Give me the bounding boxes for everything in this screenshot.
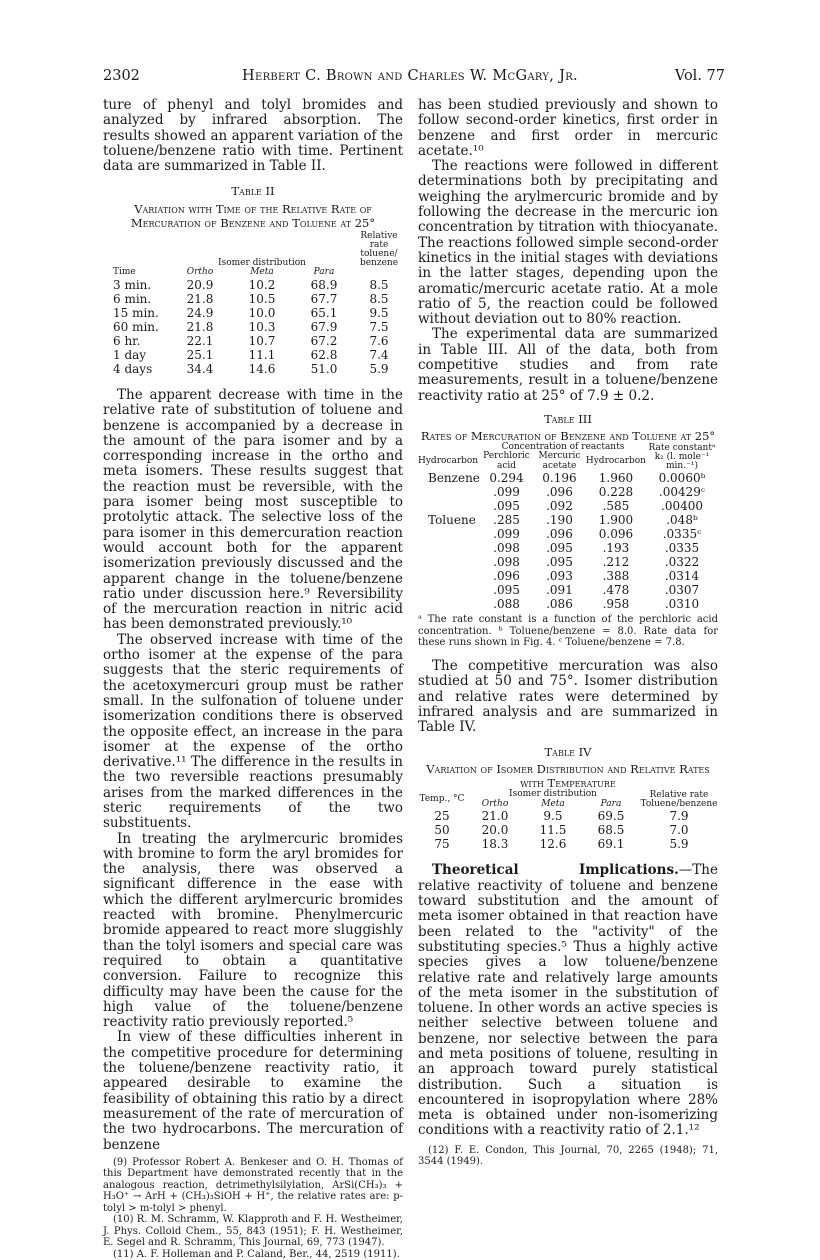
- table-col-header: Hydrocarbon: [585, 456, 646, 467]
- table-cell: 67.7: [310, 291, 338, 306]
- table-col-header: Mercuric acetate: [538, 451, 581, 471]
- table-cell: .0310: [664, 597, 700, 612]
- table-row: [418, 541, 718, 555]
- table-cell: .092: [546, 499, 573, 514]
- table-cell: 67.2: [310, 333, 338, 348]
- table-label: Table IV: [544, 745, 592, 760]
- paragraph-text: —The relative reactivity of toluene and benzene toward substitution and the amount of meta isomer obtained in that reaction have been related to the "activity" of the substituting species.⁵ Thus a highly active species gives a low toluene/benzene relative rate and relatively large amounts of the meta isomer in the substitution of toluene. In other words an active species is neither selective between toluene and benzene, nor selective between the para and meta positions of toluene, resulting in an approach toward purely statistical distribution. Such a situation is encountered in isopropylation where 28% meta is obtained under non-isomerizing conditions with a reactivity ratio of 2.1.¹²: [418, 862, 718, 1139]
- table-cell: 8.5: [369, 291, 389, 306]
- table-row: [103, 320, 403, 334]
- table-row: [103, 278, 403, 292]
- table-col-header: Ortho: [186, 267, 214, 278]
- table-cell: [418, 555, 480, 569]
- paragraph: The experimental data are summarized in Table III. All of the data, both from competitive studies and from rate measurements, result in a toluene/benzene reactivity ratio at 25° of 7.9 ± 0.2.: [418, 326, 718, 404]
- table-3: [418, 443, 718, 612]
- table-row: [418, 823, 718, 837]
- table-cell: [418, 569, 480, 583]
- table-cell: .096: [546, 527, 573, 542]
- footnote: (12) F. E. Condon, This Journal, 70, 2265 (1948); 71, 3544 (1949).: [418, 1144, 718, 1168]
- table-col-header: Para: [600, 798, 622, 809]
- table-cell: 1.900: [598, 513, 634, 528]
- table-cell: .095: [546, 555, 573, 570]
- table-row: [418, 485, 718, 499]
- footnote: (10) R. M. Schramm, W. Klapproth and F. H. Westheimer, J. Phys. Colloid Chem., 55, 843 (1951); F. H. Westheimer, E. Segel and R. Schramm, This Journal, 69, 773 (1947).: [103, 1214, 403, 1249]
- table-row: [418, 499, 718, 513]
- table-cell: 24.9: [186, 305, 214, 320]
- table-title: Variation with Time of the Relative Rate of Mercuration of Benzene and Toluene at 25°: [130, 202, 376, 231]
- table-cell: 21.0: [481, 809, 509, 824]
- table-col-header: Time: [113, 267, 136, 278]
- footnote: (11) A. F. Holleman and P. Caland, Ber., 44, 2519 (1911).: [113, 1248, 400, 1260]
- table-cell: .091: [546, 583, 573, 598]
- table-cell: 10.0: [248, 305, 276, 320]
- table-cell: .0335ᶜ: [662, 527, 702, 542]
- table-cell: 15 min.: [113, 305, 159, 320]
- volume-label: Vol. 77: [674, 68, 725, 84]
- table-cell: 67.9: [310, 319, 338, 334]
- table-cell: 0.0060ᵇ: [658, 471, 706, 486]
- paragraph: The observed increase with time of the ortho isomer at the expense of the para suggests that the steric requirements of the acetoxymercuri group must be rather small. In the sulfonation of toluene under isomerization conditions there is observed the opposite effect, an increase in the para isomer at the expense of the ortho derivative.¹¹ The difference in the results in the two reversible reactions presumably arises from the marked differences in the steric requirements of the two substituents.: [103, 631, 403, 832]
- table-cell: .00400: [661, 499, 703, 514]
- table-cell: .388: [602, 569, 630, 584]
- table-2: [103, 232, 403, 376]
- table-row: [418, 837, 718, 851]
- table-cell: 65.1: [310, 305, 338, 320]
- table-cell: .095: [493, 499, 520, 514]
- table-row: [418, 569, 718, 583]
- table-cell: Toluene: [428, 513, 476, 528]
- table-cell: [418, 499, 480, 513]
- table-cell: 10.2: [248, 277, 276, 292]
- table-cell: 50: [434, 823, 450, 838]
- table-cell: [418, 597, 480, 611]
- running-header-authors: Herbert C. Brown and Charles W. McGary, Jr.: [242, 68, 578, 84]
- table-cell: 7.5: [369, 319, 389, 334]
- table-cell: .193: [602, 541, 630, 556]
- table-cell: 68.9: [310, 277, 338, 292]
- table-row: [103, 334, 403, 348]
- table-col-header: Relative rate toluene/ benzene: [359, 231, 399, 269]
- right-column: [418, 98, 718, 1168]
- table-label: Table III: [544, 411, 592, 426]
- table-col-header: Perchloric acid: [483, 451, 530, 471]
- table-cell: 25: [434, 809, 450, 824]
- table-col-header: Relative rate Toluene/benzene: [640, 789, 718, 809]
- table-cell: .099: [493, 485, 520, 500]
- table-cell: 9.5: [543, 809, 563, 824]
- table-group-header: Concentration of reactants: [501, 441, 625, 452]
- table-cell: .0335: [664, 541, 700, 556]
- table-col-header: Hydrocarbon: [418, 456, 479, 467]
- table-cell: 21.8: [186, 319, 214, 334]
- table-cell: .190: [546, 513, 573, 528]
- table-cell: 20.9: [186, 277, 214, 292]
- table-cell: 21.8: [186, 291, 214, 306]
- table-title: Variation of Isomer Distribution and Relative Rates with Temperature: [426, 762, 710, 791]
- table-cell: 22.1: [186, 333, 214, 348]
- section-heading: Theoretical Implications.: [432, 862, 679, 879]
- table-row: [418, 471, 718, 485]
- paragraph: ture of phenyl and tolyl bromides and analyzed by infrared absorption. The results showed an apparent variation of the toluene/benzene ratio with time. Pertinent data are summarized in Table II.: [103, 97, 403, 175]
- table-cell: [418, 485, 480, 499]
- table-cell: Benzene: [428, 471, 480, 486]
- table-row: [418, 809, 718, 823]
- table-col-header: Ortho: [481, 798, 509, 809]
- table-cell: 6 min.: [113, 291, 152, 306]
- table-cell: 69.5: [597, 809, 625, 824]
- table-cell: .0307: [664, 583, 700, 598]
- table-cell: .093: [546, 569, 573, 584]
- table-cell: .285: [493, 513, 520, 528]
- table-label: Table II: [231, 184, 275, 199]
- table-cell: .095: [493, 583, 520, 598]
- table-cell: .095: [546, 541, 573, 556]
- table-cell: .098: [493, 541, 520, 556]
- table-row: [418, 597, 718, 611]
- table-cell: 75: [434, 837, 450, 852]
- table-cell: .212: [602, 555, 630, 570]
- table-cell: 8.5: [369, 277, 389, 292]
- table-cell: .098: [493, 555, 520, 570]
- table-cell: 3 min.: [113, 277, 152, 292]
- table-col-header: Para: [313, 267, 335, 278]
- table-cell: .585: [602, 499, 630, 514]
- table-cell: 11.5: [539, 823, 567, 838]
- table-cell: .478: [602, 583, 630, 598]
- table-row: [418, 555, 718, 569]
- table-cell: 34.4: [186, 361, 214, 376]
- table-cell: .0314: [664, 569, 700, 584]
- table-cell: 0.096: [598, 527, 634, 542]
- table-cell: 20.0: [481, 823, 509, 838]
- table-row: [418, 527, 718, 541]
- table-cell: 0.228: [598, 485, 634, 500]
- table-cell: 7.0: [669, 823, 689, 838]
- table-cell: 11.1: [248, 347, 276, 362]
- table-col-header: Temp., °C: [419, 794, 465, 805]
- paragraph: The competitive mercuration was also studied at 50 and 75°. Isomer distribution and relative rates were determined by infrared analysis and are summarized in Table IV.: [418, 657, 718, 736]
- table-4: [418, 790, 718, 851]
- table-cell: 1.960: [598, 471, 634, 486]
- table-col-header: Meta: [250, 267, 274, 278]
- table-cell: 51.0: [310, 361, 338, 376]
- table-cell: 68.5: [597, 823, 625, 838]
- table-cell: .099: [493, 527, 520, 542]
- paragraph: In view of these difficulties inherent in the competitive procedure for determining the toluene/benzene reactivity ratio, it appeared desirable to examine the feasibility of obtaining this ratio by a direct measurement of the rate of mercuration of the two hydrocarbons. The mercuration of benzene: [103, 1029, 403, 1153]
- table-row: [103, 348, 403, 362]
- table-cell: 6 hr.: [113, 333, 141, 348]
- table-col-header: Meta: [541, 798, 565, 809]
- footnote: (9) Professor Robert A. Benkeser and O. H. Thomas of this Department have demonstrated recently that in the analogous reaction, detrimethylsilylation, ArSi(CH₃)₃ + H₃O⁺ → ArH + (CH₃)₃SiOH + H⁺, the relative rates are: p-tolyl > m-tolyl > phenyl.: [103, 1156, 403, 1214]
- table-cell: 7.4: [369, 347, 389, 362]
- table-cell: 12.6: [539, 837, 567, 852]
- table-cell: .096: [493, 569, 520, 584]
- table-cell: 0.196: [542, 471, 577, 486]
- table-cell: [418, 583, 480, 597]
- table-cell: .096: [546, 485, 573, 500]
- page-number: 2302: [103, 68, 140, 84]
- paragraph: The reactions were followed in different determinations both by precipitating and weighing the arylmercuric bromide and by following the decrease in the mercuric ion concentration by titration with thiocyanate. The reactions followed simple second-order kinetics in the initial stages with deviations in the latter stages, depending upon the aromatic/mercuric acetate ratio. At a mole ratio of 5, the reaction could be followed without deviation out to 80% reaction.: [418, 158, 718, 328]
- table-cell: 5.9: [669, 837, 689, 852]
- table-col-header: Rate constantᵃ k₂ (l. mole⁻¹ min.⁻¹): [648, 442, 716, 471]
- table-footnote: ᵃ The rate constant is a function of the perchloric acid concentration. ᵇ Toluene/benzene = 8.0. Rate data for these runs shown in Fig. 4. ᶜ Toluene/benzene = 7.8.: [418, 614, 718, 649]
- table-cell: 4 days: [113, 361, 153, 376]
- table-cell: [418, 541, 480, 555]
- paragraph: has been studied previously and shown to follow second-order kinetics, first order in benzene and first order in mercuric acetate.¹⁰: [418, 97, 718, 159]
- table-cell: 62.8: [310, 347, 338, 362]
- footnotes: [103, 1157, 403, 1260]
- table-cell: 10.7: [248, 333, 276, 348]
- table-title: Rates of Mercuration of Benzene and Toluene at 25°: [420, 428, 716, 443]
- left-column: [103, 98, 403, 1260]
- table-cell: 10.3: [248, 319, 276, 334]
- paragraph-theoretical: [418, 863, 718, 1138]
- table-cell: .00429ᶜ: [658, 485, 706, 500]
- table-cell: 10.5: [248, 291, 276, 306]
- table-cell: 1 day: [113, 347, 147, 362]
- table-group-header: Isomer distribution: [509, 789, 597, 800]
- table-cell: .088: [493, 597, 520, 612]
- table-cell: .0322: [664, 555, 700, 570]
- table-cell: 5.9: [369, 361, 389, 376]
- table-cell: 7.9: [669, 809, 689, 824]
- table-row: [418, 513, 718, 527]
- table-cell: .048ᵇ: [666, 513, 698, 528]
- paragraph: In treating the arylmercuric bromides with bromine to form the aryl bromides for the analysis, there was observed a significant difference in the ease with which the different arylmercuric bromides reacted with bromine. Phenylmercuric bromide appeared to react more sluggishly than the tolyl isomers and special care was required to obtain a quantitative conversion. Failure to recognize this difficulty may have been the cause for the high value of the toluene/benzene reactivity ratio previously reported.⁵: [103, 830, 403, 1031]
- table-row: [103, 306, 403, 320]
- footnotes: [418, 1145, 718, 1168]
- table-cell: 25.1: [186, 347, 214, 362]
- table-cell: [418, 527, 480, 541]
- table-cell: 7.6: [369, 333, 389, 348]
- table-cell: .958: [602, 597, 630, 612]
- table-cell: 14.6: [248, 361, 276, 376]
- table-cell: .086: [546, 597, 573, 612]
- table-row: [103, 362, 403, 376]
- table-cell: 60 min.: [113, 319, 159, 334]
- table-row: [103, 292, 403, 306]
- table-cell: 18.3: [481, 837, 509, 852]
- table-cell: 69.1: [597, 837, 625, 852]
- table-group-header: Isomer distribution: [218, 257, 306, 268]
- table-cell: 0.294: [489, 471, 524, 486]
- paragraph: The apparent decrease with time in the relative rate of substitution of toluene and benzene is accompanied by a decrease in the amount of the para isomer and by a corresponding increase in the ortho and meta isomers. These results suggest that the reaction must be reversible, with the para isomer being most susceptible to protolytic attack. The selective loss of the para isomer in this demercuration reaction would account both for the apparent isomerization previously discussed and the apparent change in the toluene/benzene ratio under discussion here.⁹ Reversibility of the mercuration reaction in nitric acid has been demonstrated previously.¹⁰: [103, 386, 403, 633]
- table-cell: 9.5: [369, 305, 389, 320]
- table-row: [418, 583, 718, 597]
